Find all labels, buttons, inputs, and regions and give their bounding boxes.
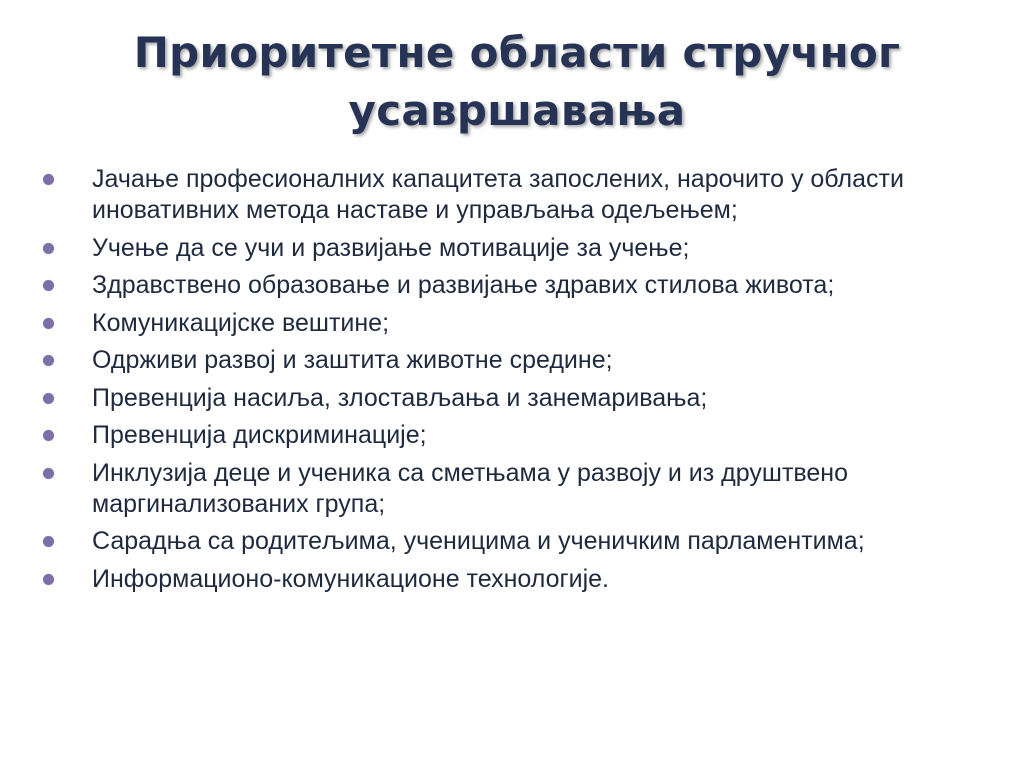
bullet-item [38,308,996,339]
bullet-text: Одрживи развој и заштита животне средине; [92,346,613,374]
slide-title [38,24,996,140]
bullet-text: Учење да се учи и развијање мотивације за учење; [92,233,690,262]
bullet-item [38,345,996,376]
bullet-text: Здравствено образовање и развијање здравих стилова живота; [92,271,835,299]
slide-title-line-2: усавршавања [348,86,686,135]
bullet-item [38,383,996,414]
bullet-icon [43,280,54,291]
bullet-list [38,164,996,595]
bullet-icon [43,355,54,366]
bullet-icon [43,243,54,254]
bullet-item [38,458,996,520]
bullet-text: Комуникацијске вештине; [92,308,390,337]
bullet-item [38,564,996,595]
bullet-icon [43,468,54,479]
bullet-text: Информационо-комуникационе технологије. [92,564,610,593]
bullet-item [38,526,996,557]
bullet-text: Јачање професионалних капацитета запослених, нарочито у области иновативних метода наставе и управљања одељењем; [92,165,904,224]
bullet-text: Превенција насиља, злостављања и занемаривања; [92,383,708,412]
bullet-item [38,270,996,301]
slide-title-line-1: Приоритетне области стручног [133,28,901,77]
bullet-text: Превенција дискриминације; [92,421,427,449]
bullet-text: Сарадња са родитељима, ученицима и ученичким парламентима; [92,527,865,555]
bullet-icon [43,318,54,329]
bullet-icon [43,574,54,585]
bullet-item [38,233,996,264]
bullet-icon [43,393,54,404]
bullet-item [38,164,996,226]
bullet-item [38,420,996,451]
bullet-icon [43,174,54,185]
bullet-text: Инклузија деце и ученика са сметњама у развоју и из друштвено маргинализованих група; [92,458,849,518]
bullet-icon [43,536,54,547]
bullet-icon [43,430,54,441]
